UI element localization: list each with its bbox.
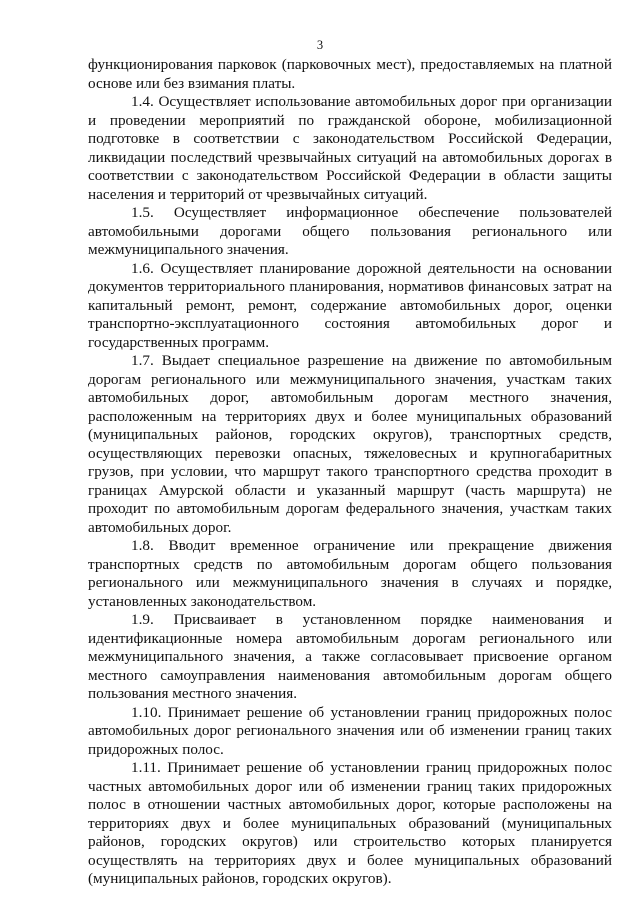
- paragraph: 1.9. Присваивает в установленном порядке наименования и идентификационные номера автомобильным дорогам регионального или межмуниципального значения, а также согласовывает присвоение органом местного самоуправления наименования автомобильным дорогам общего пользования местного значения.: [88, 611, 612, 702]
- paragraph: 1.10. Принимает решение об установлении границ придорожных полос автомобильных дорог регионального значения или об изменении границ таких придорожных полос.: [88, 703, 612, 758]
- paragraph: 1.6. Осуществляет планирование дорожной деятельности на основании документов территориального планирования, нормативов финансовых затрат на капитальный ремонт, ремонт, содержание автомобильных дорог, оценки транспортно-эксплуатационного состояния автомобильных дорог и государственных программ.: [88, 259, 612, 351]
- paragraph: 1.4. Осуществляет использование автомобильных дорог при организации и проведении мероприятий по гражданской обороне, мобилизационной подготовке в соответствии с законодательством Российской Федерации, ликвидации последствий чрезвычайных ситуаций на автомобильных дорогах в соответствии с законодательством Российской Федерации в области защиты населения и территорий от чрезвычайных ситуаций.: [88, 93, 612, 203]
- paragraph: 1.11. Принимает решение об установлении границ придорожных полос частных автомобильных дорог или об изменении границ таких придорожных полос в отношении частных автомобильных дорог, которые расположены на территориях двух и более муниципальных образований (муниципальных районов, городских округов) или строительство которых планируется осуществлять на территориях двух и более муниципальных образований (муниципальных районов, городских округов).: [88, 759, 612, 887]
- paragraph: 1.8. Вводит временное ограничение или прекращение движения транспортных средств по автомобильным дорогам общего пользования регионального или межмуниципального значения в случаях и порядке, установленных законодательством.: [88, 537, 612, 610]
- paragraph: функционирования парковок (парковочных мест), предоставляемых на платной основе или без взимания платы.: [88, 56, 612, 92]
- paragraph: 1.5. Осуществляет информационное обеспечение пользователей автомобильными дорогами общего пользования регионального или межмуниципального значения.: [88, 204, 612, 258]
- paragraph: 1.7. Выдает специальное разрешение на движение по автомобильным дорогам регионального или межмуниципального значения, участкам таких автомобильных дорог, автомобильным дорогам местного значения, расположенным на территориях двух и более муниципальных образований (муниципальных районов, городских округов), транспортных средств, осуществляющих перевозки опасных, тяжеловесных и крупногабаритных грузов, при условии, что маршрут такого транспортного средства проходит в границах Амурской области и указанный маршрут (часть маршрута) не проходит по автомобильным дорогам федерального значения, участкам таких автомобильных дорог.: [88, 352, 612, 536]
- page-number: 3: [316, 38, 324, 52]
- document-body: [88, 56, 612, 889]
